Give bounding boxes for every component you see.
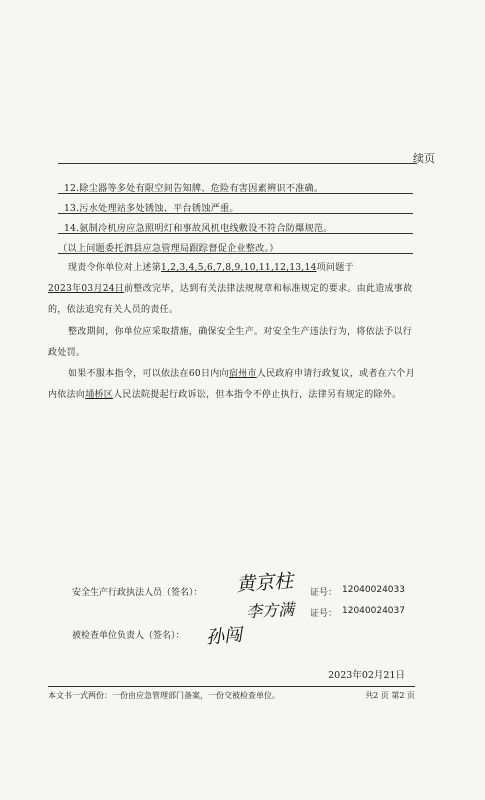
enforcer-label: 安全生产行政执法人员（签名）： — [72, 588, 203, 598]
inspected-signature: 孙闯 — [205, 624, 243, 649]
list-item: 14.氨制冷机房应急照明灯和事故风机电线敷设不符合防爆规范。 — [64, 223, 333, 234]
cert-label-1: 证号： — [310, 588, 338, 598]
footer-note: 本文书一式两份：一份由应急管理部门备案，一份交被检查单位。 — [48, 691, 280, 700]
order-paragraph: 现责令你单位对上述第1,2,3,4,5,6,7,8,9,10,11,12,13,14项问题于 2023年03月24日前整改完毕，达到有关法律法规规章和标准规定的要求。由此造成事故的，依法追究有关人员的责任。 — [48, 263, 413, 315]
item-underline — [58, 213, 413, 214]
item-underline — [58, 233, 413, 234]
list-item: 13.污水处理站多处锈蚀、平台锈蚀严重。 — [64, 203, 239, 214]
cert-number-2: 12040024037 — [342, 606, 405, 616]
appeal-government: 宿州市 — [228, 369, 257, 379]
page-info: 共2 页 第2 页 — [365, 691, 415, 700]
item-numbers: 1,2,3,4,5,6,7,8,9,10,11,12,13,14 — [161, 263, 317, 273]
top-divider — [58, 163, 417, 164]
footer — [48, 690, 415, 701]
issue-date: 2023年02月21日 — [328, 670, 405, 681]
enforcer1-signature: 黄京柱 — [235, 570, 294, 596]
cert-label-2: 证号： — [310, 609, 338, 619]
bottom-divider — [48, 686, 415, 687]
list-item-note: （以上问题委托泗县应急管理局跟踪督促企业整改。） — [58, 243, 279, 254]
item-underline — [58, 193, 413, 194]
list-item: 12.除尘器等多处有限空间告知牌、危险有害因素辨识不准确。 — [64, 183, 324, 194]
cert-number-1: 12040024033 — [342, 585, 405, 595]
appeal-court: 埇桥区 — [85, 390, 114, 400]
rectification-paragraph: 整改期间，你单位应采取措施，确保安全生产。对安全生产违法行为，将依法予以行政处罚。 — [48, 327, 413, 358]
continued-label: 续页 — [413, 152, 435, 165]
item-underline — [58, 253, 413, 254]
appeal-paragraph: 如果不服本指令，可以依法在60日内向宿州市人民政府申请行政复议，或者在六个月内依法向埇桥区人民法院提起行政诉讼，但本指令不停止执行，法律另有规定的除外。 — [48, 369, 415, 400]
inspected-label: 被检查单位负责人（签名）： — [72, 631, 185, 641]
deadline: 2023年03月24日 — [48, 284, 125, 294]
enforcer2-signature: 李方满 — [245, 599, 295, 622]
